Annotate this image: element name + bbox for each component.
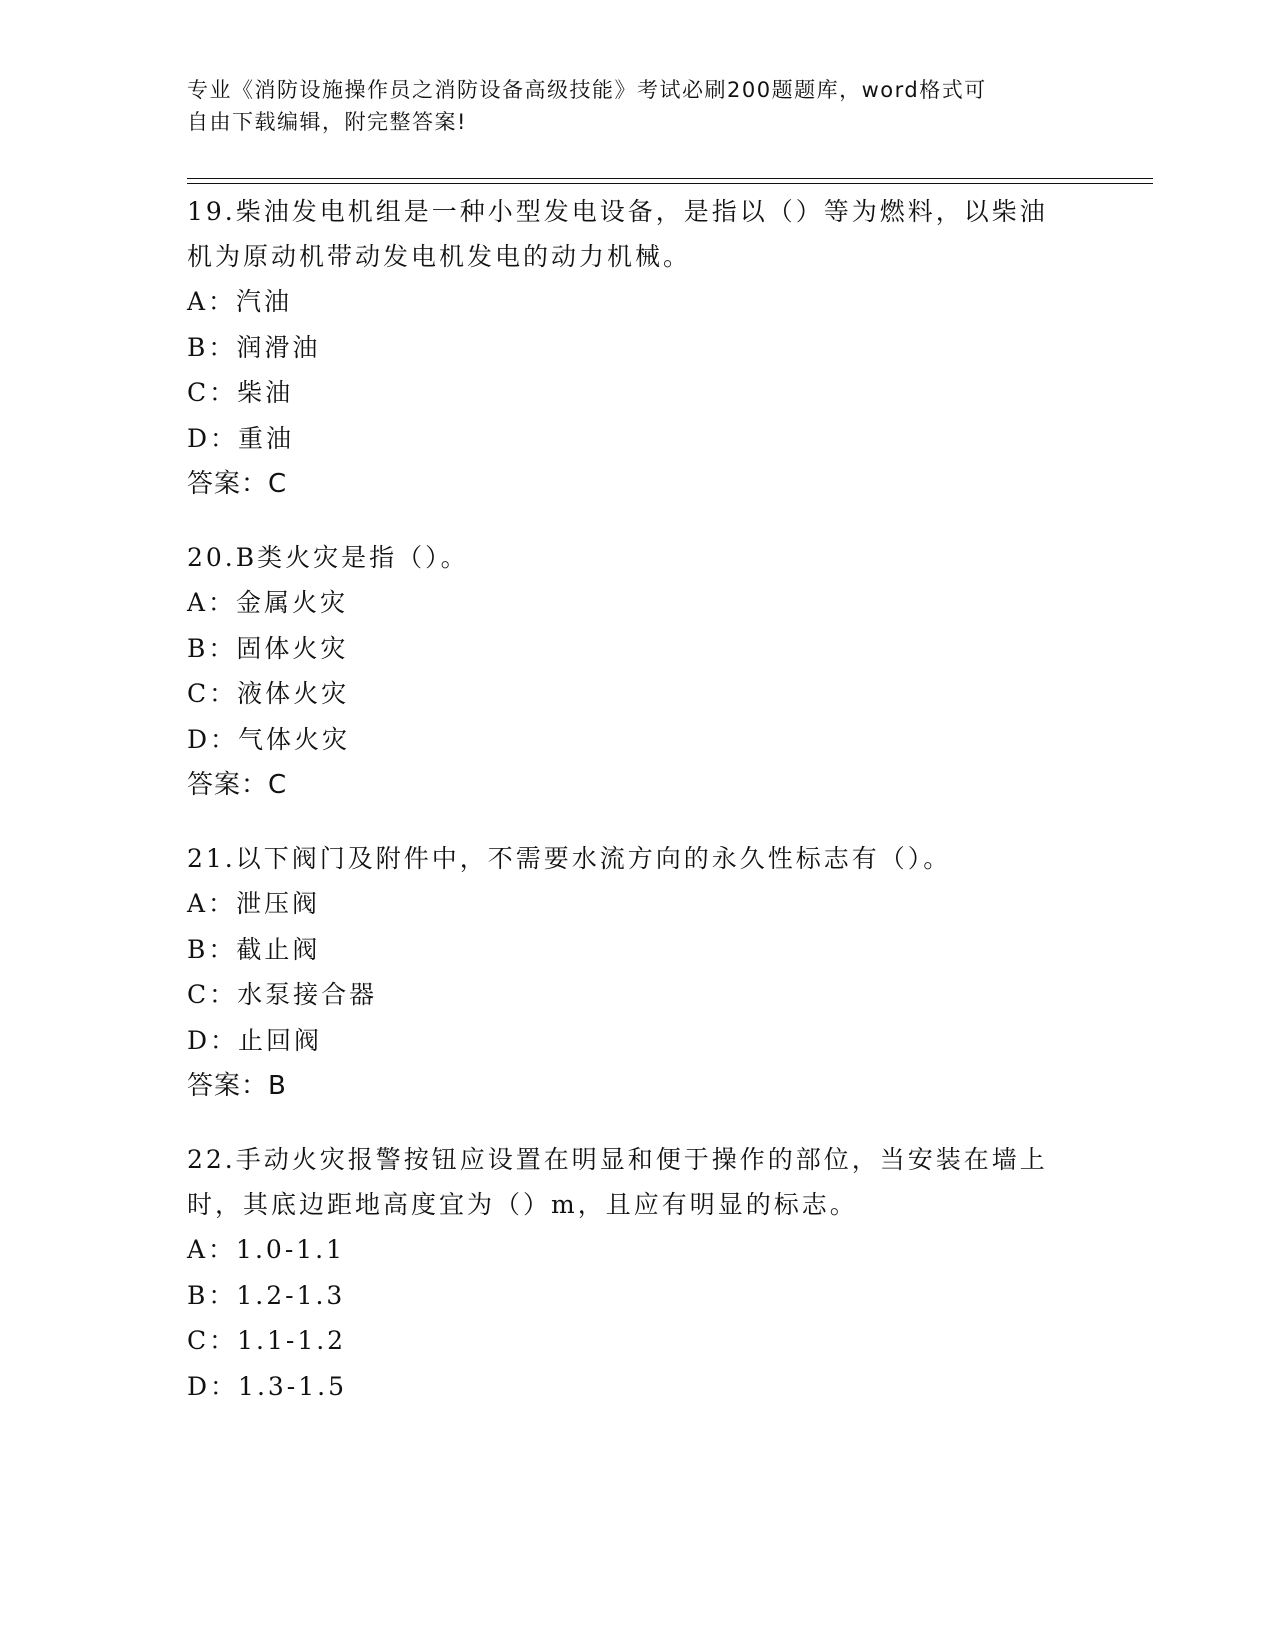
question-21 (187, 836, 1087, 1109)
question-stem-line: 时，其底边距地高度宜为（）m，且应有明显的标志。 (187, 1190, 858, 1219)
question-stem-line: 22.手动火灾报警按钮应设置在明显和便于操作的部位，当安装在墙上 (187, 1145, 1048, 1174)
question-19 (187, 189, 1087, 507)
option-a: A：汽油 (187, 287, 293, 316)
answer-line: 答案：C (187, 770, 288, 800)
question-20 (187, 535, 1087, 808)
option-c: C：液体火灾 (187, 679, 350, 708)
question-stem-line: 21.以下阀门及附件中，不需要水流方向的永久性标志有（）。 (187, 844, 952, 873)
option-b: B：固体火灾 (187, 633, 349, 663)
option-a: A：金属火灾 (187, 588, 349, 617)
answer-line: 答案：C (187, 469, 288, 499)
question-22 (187, 1137, 1087, 1409)
option-d: D：重油 (187, 423, 295, 453)
option-d: D：气体火灾 (187, 724, 351, 754)
option-b: B：1.2-1.3 (187, 1280, 346, 1310)
option-d: D：止回阀 (187, 1025, 323, 1055)
option-c: C：柴油 (187, 378, 294, 407)
document-header (187, 74, 1067, 138)
option-b: B：润滑油 (187, 332, 321, 362)
header-line-1: 专业《消防设施操作员之消防设备高级技能》考试必刷200题题库，word格式可 (187, 78, 987, 102)
option-c: C：1.1-1.2 (187, 1326, 347, 1355)
question-list (187, 189, 1087, 1437)
option-a: A：1.0-1.1 (187, 1235, 346, 1264)
header-line-2: 自由下载编辑，附完整答案! (187, 110, 467, 134)
header-divider-top (187, 178, 1153, 179)
option-c: C：水泵接合器 (187, 980, 378, 1009)
option-d: D：1.3-1.5 (187, 1371, 348, 1401)
question-stem-line: 20.B类火灾是指（）。 (187, 543, 469, 572)
answer-line: 答案：B (187, 1071, 287, 1101)
question-stem-line: 19.柴油发电机组是一种小型发电设备，是指以（）等为燃料，以柴油 (187, 197, 1048, 226)
header-divider-bottom (187, 183, 1153, 184)
option-b: B：截止阀 (187, 934, 321, 964)
question-stem-line: 机为原动机带动发电机发电的动力机械。 (187, 242, 692, 271)
option-a: A：泄压阀 (187, 889, 321, 918)
